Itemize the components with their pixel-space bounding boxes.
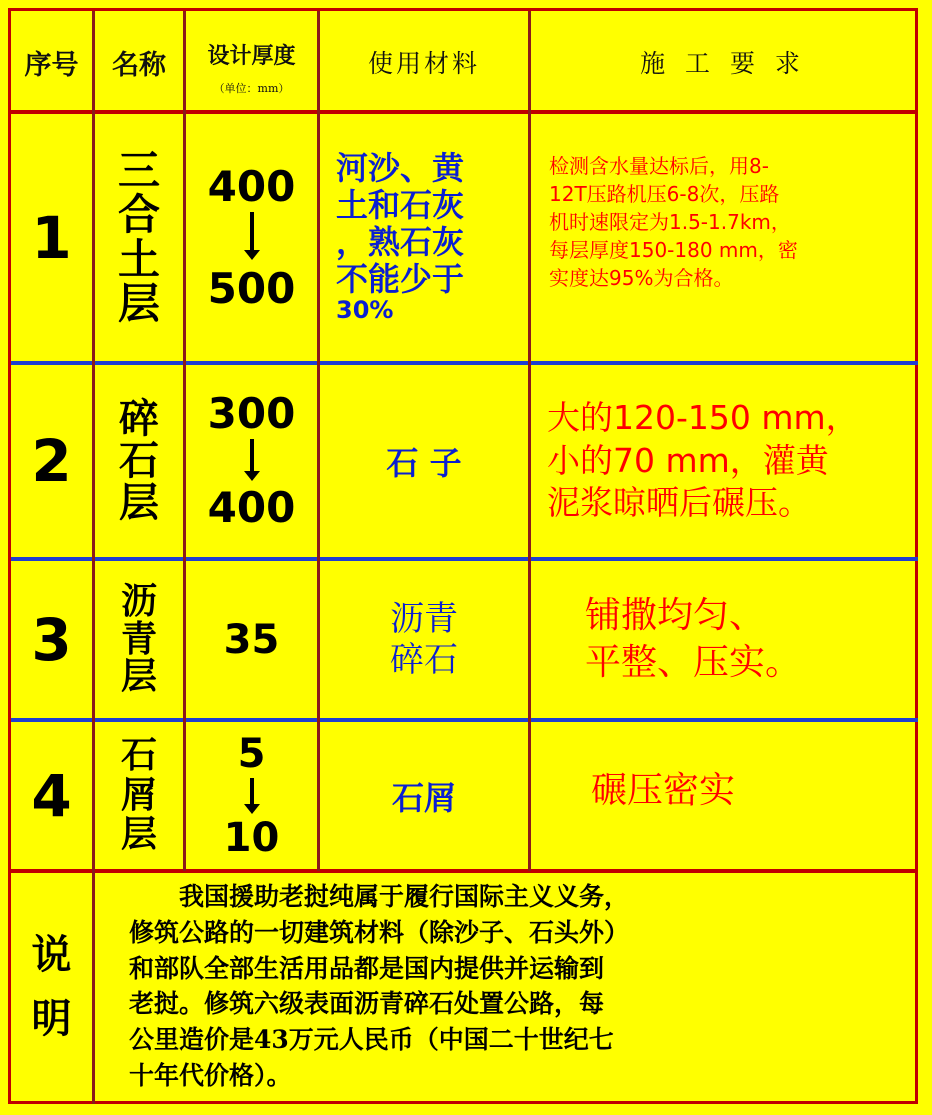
row-2-seq-text: 2 [31, 427, 72, 495]
row-4-name [95, 722, 183, 869]
note-line: 修筑公路的一切建筑材料（除沙子、石头外） [129, 917, 630, 947]
row-2-name-char: 层 [119, 479, 159, 526]
row-3-requirement [531, 561, 915, 718]
note-label [11, 873, 92, 1101]
note-line: 和部队全部生活用品都是国内提供并运输到 [129, 953, 605, 983]
row-3-requirement-line: 铺撒均匀、 [585, 594, 766, 636]
row-1-thickness-from: 400 [207, 161, 296, 211]
note-body [95, 873, 915, 1101]
row-4-requirement [531, 722, 915, 869]
row-1-requirement-line: 机时速限定为1.5-1.7km， [549, 210, 791, 234]
note-label-char: 明 [31, 995, 72, 1042]
header-material [320, 14, 528, 110]
row-1-material-line: 30% [336, 296, 394, 325]
row-3-name-char: 青 [120, 617, 157, 660]
row-4-thickness [186, 722, 317, 869]
row-2-thickness-to: 400 [207, 483, 296, 532]
down-arrow-icon [250, 439, 254, 473]
row-2-name-char: 碎 [119, 395, 159, 442]
header-seq [11, 14, 92, 110]
row-4-name-char: 屑 [120, 773, 157, 816]
row-1-material-line: ，熟石灰 [336, 222, 465, 261]
header-thickness-text: 设计厚度 [207, 42, 296, 69]
row-1-thickness-to: 500 [207, 263, 296, 313]
note-line: 十年代价格）。 [129, 1060, 292, 1090]
row-1-name-char: 三 [117, 146, 160, 196]
row-1-requirement-line: 每层厚度150-180 mm，密 [549, 238, 798, 262]
row-3-material [320, 561, 528, 718]
note-line: 我国援助老挝纯属于履行国际主义义务， [179, 882, 630, 911]
row-3-name-char: 沥 [120, 579, 157, 622]
row-3-thickness [186, 561, 317, 718]
row-1-thickness [186, 114, 317, 361]
row-3-name [95, 561, 183, 718]
row-1-seq-text: 1 [31, 203, 72, 272]
row-3-name-char: 层 [120, 655, 157, 698]
header-thickness [186, 14, 317, 110]
row-1-material-line: 不能少于 [336, 259, 465, 298]
row-3-requirement-line: 平整、压实。 [585, 641, 802, 683]
header-seq-text: 序号 [24, 49, 79, 81]
row-2-requirement-line: 泥浆晾晒后碾压。 [547, 483, 811, 523]
row-2-requirement-line: 大的120-150 mm， [547, 397, 859, 437]
row-4-requirement-line: 碾压密实 [591, 770, 736, 811]
row-2-material [320, 365, 528, 557]
note-line: 公里造价是43万元人民币（中国二十世纪七 [129, 1025, 614, 1054]
row-1-material [320, 114, 528, 361]
row-4-material-line: 石屑 [391, 778, 456, 817]
row-2-seq [11, 365, 92, 557]
row-3-seq-text: 3 [31, 605, 72, 674]
row-4-seq-text: 4 [31, 761, 72, 830]
row-1-requirement-line: 实度达95%为合格。 [549, 266, 734, 290]
header-requirement-text: 施 工 要 求 [640, 49, 806, 78]
row-1-material-line: 河沙、黄 [336, 149, 465, 188]
row-1-name-char: 合 [117, 190, 160, 240]
row-2-name-char: 石 [119, 437, 159, 484]
row-1-requirement-line: 12T压路机压6-8次，压路 [549, 182, 780, 206]
row-1-name [95, 114, 183, 361]
header-material-text: 使用材料 [367, 49, 480, 78]
row-1-seq [11, 114, 92, 361]
row-3-material-line: 碎石 [390, 639, 458, 680]
header-thickness-unit: （单位：mm） [213, 81, 290, 95]
down-arrow-icon [250, 778, 254, 806]
row-3-material-line: 沥青 [390, 598, 458, 639]
row-2-material-line: 石 子 [386, 444, 462, 482]
row-1-material-line: 土和石灰 [336, 185, 465, 224]
row-4-thickness-to: 10 [223, 814, 280, 861]
row-1-name-char: 土 [117, 234, 160, 284]
header-name-text: 名称 [112, 49, 166, 81]
note-line: 老挝。修筑六级表面沥青碎石处置公路，每 [129, 989, 605, 1019]
row-4-material [320, 722, 528, 869]
down-arrow-icon [250, 212, 254, 252]
row-2-thickness-from: 300 [207, 389, 296, 438]
row-1-name-char: 层 [117, 278, 160, 328]
row-2-requirement [531, 365, 915, 557]
row-4-name-char: 石 [120, 734, 157, 777]
header-requirement [531, 14, 915, 110]
row-1-requirement [531, 114, 915, 361]
row-2-requirement-line: 小的70 mm，灌黄 [547, 440, 829, 480]
row-2-name [95, 365, 183, 557]
row-3-seq [11, 561, 92, 718]
row-4-name-char: 层 [120, 813, 157, 856]
row-4-thickness-from: 5 [237, 730, 266, 777]
row-1-requirement-line: 检测含水量达标后，用8- [549, 154, 769, 178]
row-2-thickness [186, 365, 317, 557]
header-name [95, 14, 183, 110]
row-3-thickness-value: 35 [223, 616, 280, 663]
row-4-seq [11, 722, 92, 869]
note-label-char: 说 [31, 931, 72, 978]
